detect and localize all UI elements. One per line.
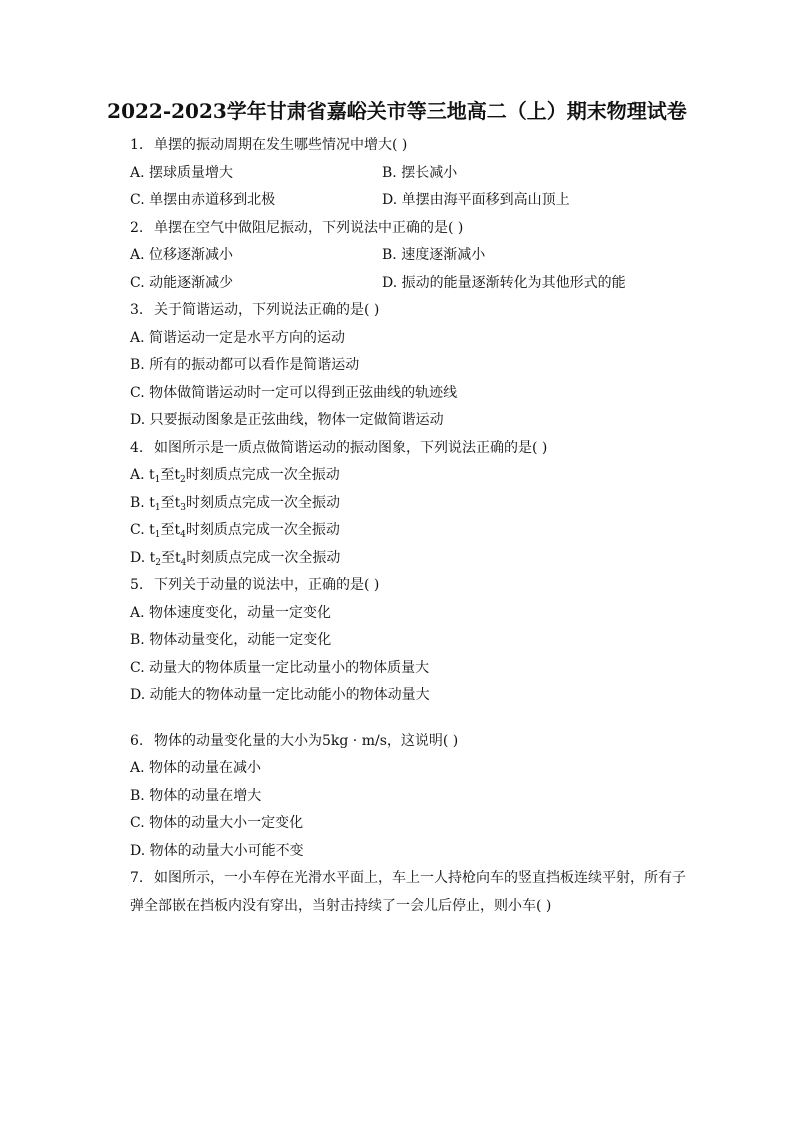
option-c: C. 单摆由赤道移到北极 [130,192,276,208]
question-number: 6. [130,732,144,749]
option-label: C. [130,522,150,538]
time-symbol: t [174,494,181,511]
question-1 [130,132,690,160]
option-c: C. 动量大的物体质量一定比动量小的物体质量大 [130,659,430,676]
option-d: D. 单摆由海平面移到高山顶上 [382,192,570,208]
spacer [130,710,690,728]
question-text: 下列关于动量的说法中，正确的是( ) [154,577,380,593]
question-text-line-2: 弹全部嵌在挡板内没有穿出，当射击持续了一会儿后停止，则小车( ) [130,897,552,914]
question-list [130,132,690,920]
option-d: D. 动能大的物体动量一定比动能小的物体动量大 [130,687,430,703]
option-text: 时刻质点完成一次全振动 [186,549,341,566]
time-subscript: 4 [180,557,187,568]
time-symbol: t [175,549,181,566]
question-text: 物体的动量变化量的大小为5kg · m/s，这说明( ) [154,732,459,749]
question-number: 7. [130,870,144,886]
option-b: B. 所有的振动都可以看作是简谐运动 [130,357,360,373]
time-symbol: t [174,467,181,483]
option-text: 时刻质点完成一次全振动 [185,494,340,511]
option-text: 时刻质点完成一次全振动 [185,467,340,483]
time-subscript: 2 [180,475,186,485]
option-row [130,270,690,298]
option-d: D. 振动的能量逐渐转化为其他形式的能 [382,274,626,291]
question-7 [130,865,690,920]
option-d: D. 物体的动量大小可能不变 [130,842,304,859]
time-subscript: 4 [180,530,186,540]
option-text: 时刻质点完成一次全振动 [185,522,340,538]
time-subscript: 3 [180,502,186,513]
option-a: A. 物体速度变化，动量一定变化 [130,604,332,621]
question-3 [130,297,690,325]
option-label: D. [130,549,150,566]
option-a: A. 简谐运动一定是水平方向的运动 [130,329,346,346]
option-b: B. 速度逐渐减小 [382,247,486,263]
time-subscript: 1 [154,502,161,513]
option-row [130,242,690,270]
question-number: 1. [130,137,144,153]
option-b: B. 物体的动量在增大 [130,787,262,804]
time-symbol: t [149,467,155,483]
option-label: B. [130,494,150,511]
question-text: 如图所示，一小车停在光滑水平面上，车上一人持枪向车的竖直挡板连续平射，所有子 [154,870,686,886]
option-text: 至 [160,467,175,483]
time-subscript: 1 [154,475,161,485]
option-label: A. [130,467,150,483]
question-6 [130,728,690,756]
time-subscript: 1 [154,530,161,540]
question-5 [130,572,690,600]
option-b: B. 物体动量变化，动能一定变化 [130,632,332,648]
question-number: 3. [130,302,144,318]
option-c: C. 动能逐渐减少 [130,274,234,291]
option-b [130,490,690,518]
option-a: A. 物体的动量在减小 [130,760,262,776]
exam-title: 2022-2023学年甘肃省嘉峪关市等三地高二（上）期末物理试卷 [107,99,687,123]
question-number: 4. [130,439,144,456]
option-row [130,187,690,215]
time-symbol: t [149,522,155,538]
option-text: 至 [160,494,175,511]
option-a [130,462,690,490]
time-symbol: t [149,494,155,511]
question-text: 单摆在空气中做阻尼振动，下列说法中正确的是( ) [154,219,464,236]
option-text: 至 [160,522,175,538]
option-d: D. 只要振动图象是正弦曲线，物体一定做简谐运动 [130,412,444,428]
option-a: A. 摆球质量增大 [130,164,234,181]
option-c: C. 物体的动量大小一定变化 [130,815,304,831]
question-number: 2. [130,219,144,236]
option-b: B. 摆长减小 [382,164,458,181]
option-a: A. 位移逐渐减小 [130,247,234,263]
time-symbol: t [174,522,181,538]
question-number: 5. [130,577,144,593]
option-text: 至 [161,549,176,566]
question-text: 单摆的振动周期在发生哪些情况中增大( ) [154,137,408,153]
option-c [130,517,690,545]
question-text: 如图所示是一质点做简谐运动的振动图象，下列说法正确的是( ) [154,439,548,456]
time-symbol: t [149,549,156,566]
question-4 [130,435,690,463]
time-subscript: 2 [155,557,162,568]
option-d [130,545,690,573]
question-2 [130,215,690,243]
option-row [130,160,690,188]
option-c: C. 物体做简谐运动时一定可以得到正弦曲线的轨迹线 [130,384,458,401]
question-text: 关于简谐运动，下列说法正确的是( ) [154,302,380,318]
question-text-line-1 [130,865,690,893]
